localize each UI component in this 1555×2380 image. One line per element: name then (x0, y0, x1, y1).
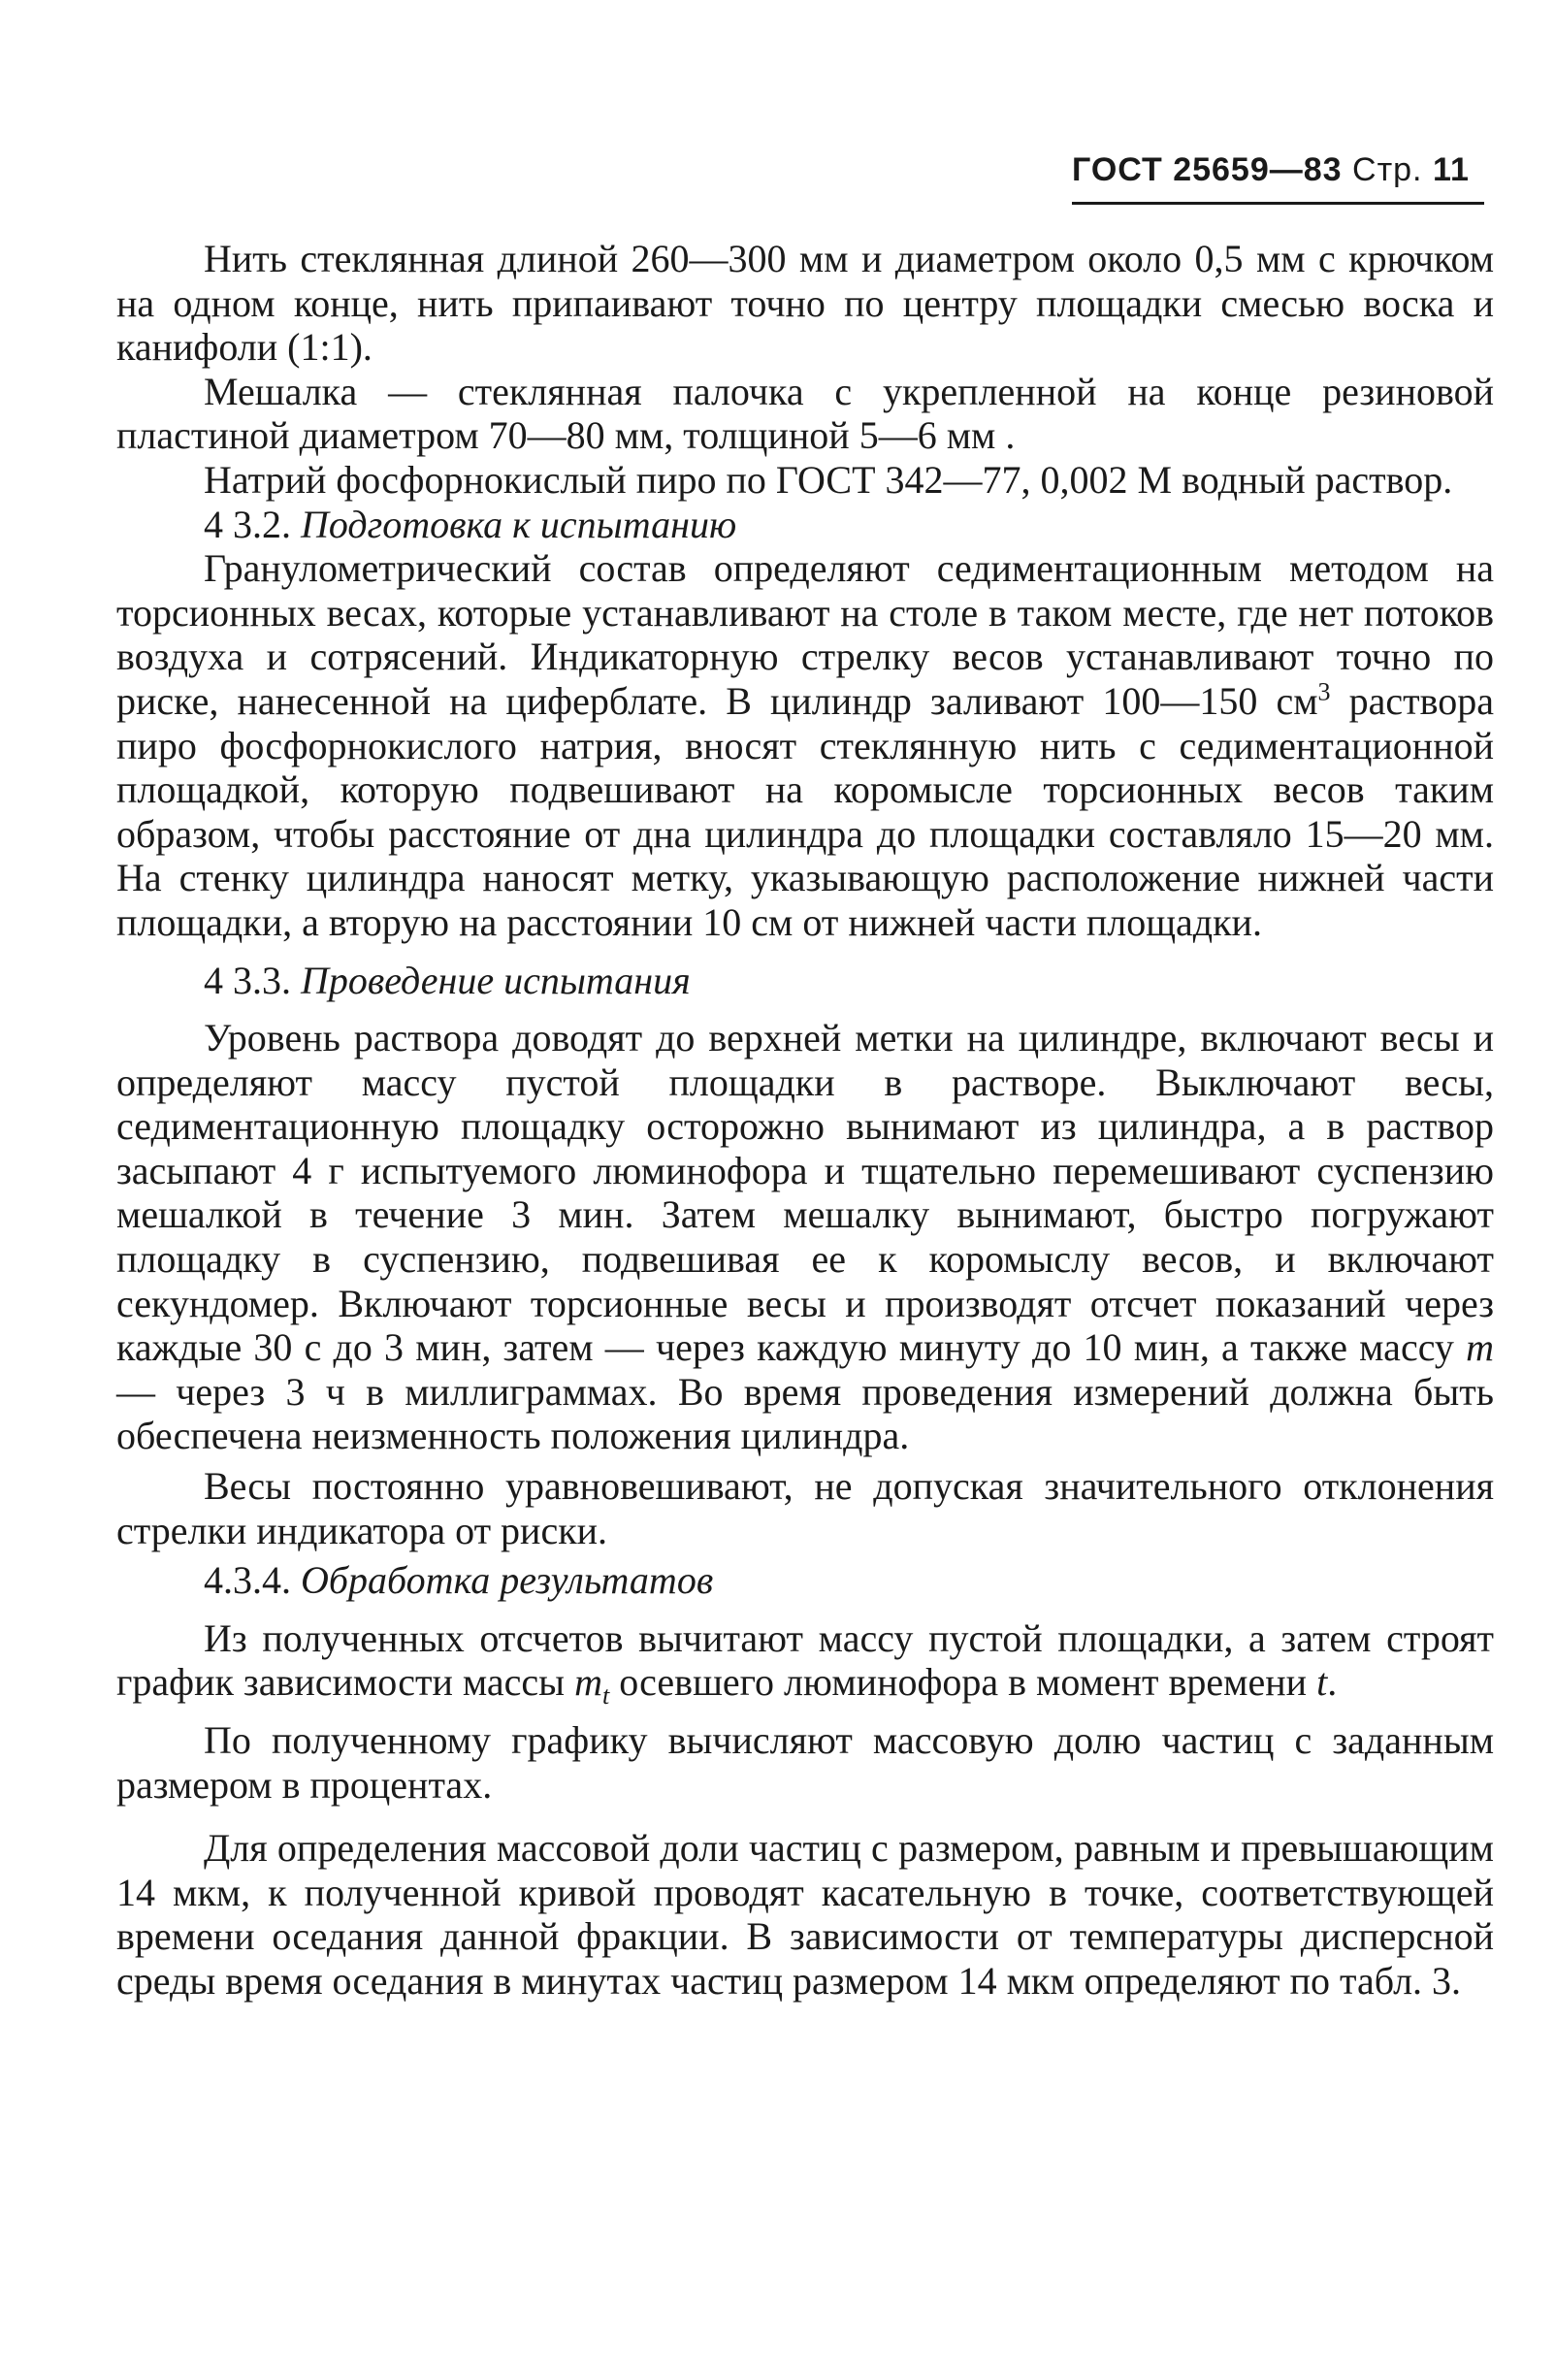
section-title: Подготовка к испытанию (301, 502, 737, 546)
superscript: 3 (1317, 677, 1331, 706)
paragraph-stirrer: Мешалка — стеклянная палочка с укрепленной на конце резиновой пластиной диаметром 70—80 мм, толщиной 5—6 мм . (116, 369, 1494, 458)
paragraph-thread: Нить стеклянная длиной 260—300 мм и диаметром около 0,5 мм с крючком на одном конце, нить припаивают точно по центру площадки смесью воска и канифоли (1:1). (116, 237, 1494, 370)
document-body (116, 237, 1494, 2004)
header-rule (1072, 202, 1484, 205)
paragraph-sodium: Натрий фосфорнокислый пиро по ГОСТ 342—77, 0,002 М водный раствор. (204, 457, 1453, 502)
section-title: Проведение испытания (301, 958, 691, 1002)
page-header (1072, 151, 1470, 189)
section-heading-4-3-4 (116, 1558, 1494, 1603)
standard-number: ГОСТ 25659—83 (1072, 151, 1343, 188)
section-heading-4-3-2 (116, 503, 1494, 547)
page-label: Стр. (1352, 151, 1423, 188)
paragraph-procedure: Уровень раствора доводят до верхней метки на цилиндре, включают весы и определяют массу пустой площадки в растворе. Выключают весы, седиментационную площадку осторожно вынимают из цилиндра, а в раствор засыпают 4 г испытуемого люминофора и тщательно перемешивают суспензию мешалкой в течение 3 мин. Затем мешалку вынимают, быстро погружают площадку в суспензию, подвешивая ее к коромыслу весов, и включают секундомер. Включают торсионные весы и производят отсчет показаний через каждые 30 с до 3 мин, затем — через каждую минуту до 10 мин, а также массу m — через 3 ч в миллиграммах. Во время проведения измерений должна быть обеспечена неизменность положения цилиндра. (116, 1016, 1494, 1458)
section-title: Обработка результатов (301, 1558, 714, 1603)
page-number: 11 (1432, 151, 1470, 188)
section-number: 4 3.2. (204, 502, 291, 546)
section-number: 4 3.3. (204, 958, 291, 1002)
paragraph-processing: Из полученных отсчетов вычитают массу пустой площадки, а затем строят график зависимости массы $m_t$ осевшего люминофора в момент времени t. (116, 1615, 1494, 1711)
section-number: 4.3.4. (204, 1558, 291, 1603)
paragraph-fraction: Для определения массовой доли частиц с размером, равным и превышающим 14 мкм, к полученной кривой проводят касательную в точке, соответствующей времени оседания данной фракции. В зависимости от температуры дисперсной среды время оседания в минутах частиц размером 14 мкм определяют по табл. 3. (116, 1826, 1494, 2003)
paragraph-preparation: Гранулометрический состав определяют седиментационным методом на торсионных весах, которые устанавливают на столе в таком месте, где нет потоков воздуха и сотрясений. Индикаторную стрелку весов устанавливают точно по риске, нанесенной на циферблате. В цилиндр заливают 100—150 $см^3$ раствора пиро фосфорнокислого натрия, вносят стеклянную нить с седиментационной площадкой, которую подвешивают на коромысле торсионных весов таким образом, чтобы расстояние от дна цилиндра до площадки составляло 15—20 мм. На стенку цилиндра наносят метку, указывающую расположение нижней части площадки, а вторую на расстоянии 10 см от нижней части площадки. (116, 546, 1495, 944)
paragraph-balance: Весы постоянно уравновешивают, не допуская значительного отклонения стрелки индикатора от риски. (116, 1464, 1494, 1552)
paragraph-graph: По полученному графику вычисляют массовую долю частиц с заданным размером в процентах. (116, 1718, 1494, 1807)
section-heading-4-3-3 (116, 959, 1494, 1003)
